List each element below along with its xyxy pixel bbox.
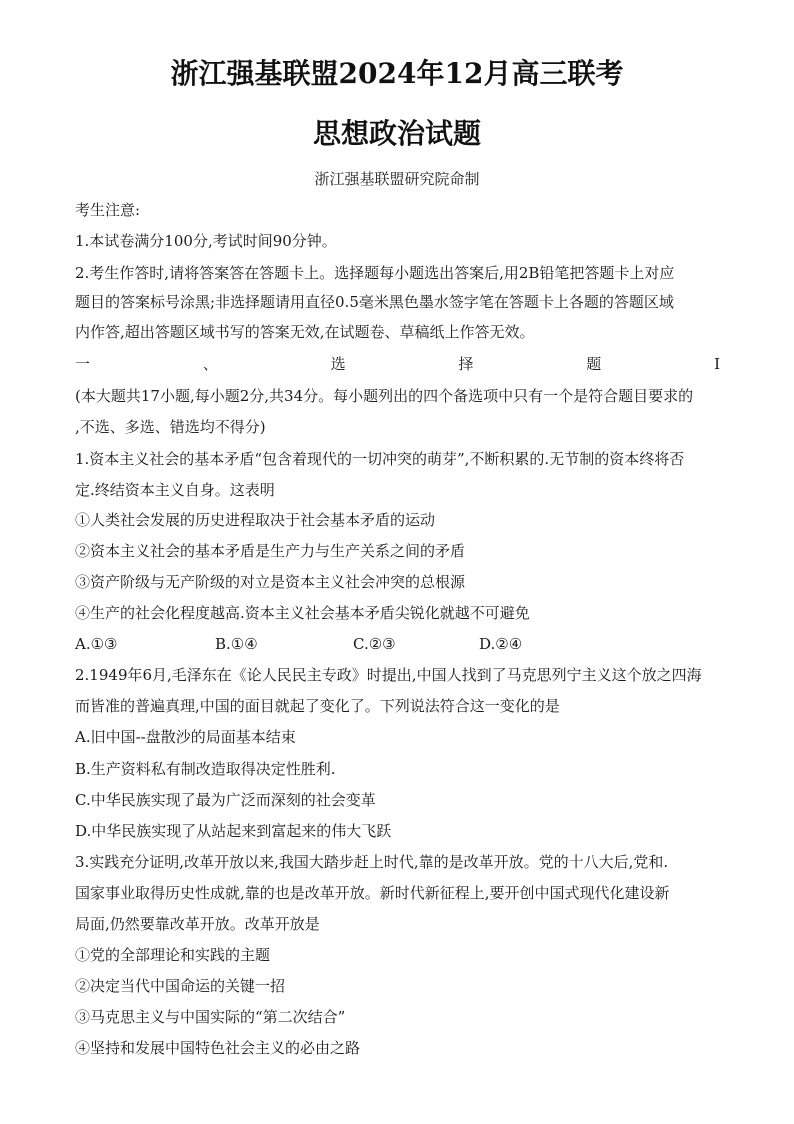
q2-stem-line-1: 2.1949年6月,毛泽东在《论人民民主专政》时提出,中国人找到了马克思列宁主义这个放之四海 — [75, 666, 702, 684]
section-desc-line-1: (本大题共17小题,每小题2分,共34分。每小题列出的四个备选项中只有一个是符合题目要求的 — [75, 387, 694, 405]
section-heading-char: 、 — [202, 355, 218, 373]
q1-option-d: D.②④ — [479, 635, 523, 653]
q2-option-a: A.旧中国--盘散沙的局面基本结束 — [75, 728, 296, 746]
q1-statement-2: ②资本主义社会的基本矛盾是生产力与生产关系之间的矛盾 — [75, 542, 466, 560]
q3-statement-3: ③马克思主义与中国实际的“第二次结合” — [75, 1008, 346, 1026]
q1-statement-4: ④生产的社会化程度越高.资本主义社会基本矛盾尖锐化就越不可避免 — [75, 604, 530, 622]
section-heading — [75, 354, 720, 374]
q2-stem-line-2: 而皆准的普遍真理,中国的面目就起了变化了。下列说法符合这一变化的是 — [75, 697, 560, 715]
q2-option-d: D.中华民族实现了从站起来到富起来的伟大飞跃 — [75, 822, 392, 840]
q1-option-a: A.①③ — [75, 635, 118, 653]
section-heading-char: 一 — [75, 355, 91, 373]
q3-stem-line-2: 国家事业取得历史性成就,靠的也是改革开放。新时代新征程上,要开创中国式现代化建设新 — [75, 884, 670, 902]
q2-option-b: B.生产资料私有制改造取得决定性胜利. — [75, 760, 336, 778]
q2-option-c: C.中华民族实现了最为广泛而深刻的社会变革 — [75, 791, 376, 809]
q3-stem-line-3: 局面,仍然要靠改革开放。改革开放是 — [75, 915, 320, 933]
q1-stem-line-1: 1.资本主义社会的基本矛盾“包含着现代的一切冲突的萌芽”,不断积累的.无节制的资本终将否 — [75, 450, 685, 468]
q3-statement-1: ①党的全部理论和实践的主题 — [75, 946, 271, 964]
notice-heading: 考生注意: — [75, 201, 141, 219]
q1-statement-3: ③资产阶级与无产阶级的对立是资本主义社会冲突的总根源 — [75, 573, 466, 591]
exam-title: 浙江强基联盟2024年12月高三联考 — [170, 57, 624, 90]
notice-item-2-line-3: 内作答,超出答题区域书写的答案无效,在试题卷、草稿纸上作答无效。 — [75, 323, 535, 341]
q3-statement-4: ④坚持和发展中国特色社会主义的必由之路 — [75, 1039, 361, 1057]
notice-item-2-line-2: 题目的答案标号涂黑;非选择题请用直径0.5毫米黑色墨水签字笔在答题卡上各题的答题区域 — [75, 293, 674, 311]
q3-statement-2: ②决定当代中国命运的关键一招 — [75, 977, 286, 995]
q1-option-c: C.②③ — [353, 635, 396, 653]
q1-stem-line-2: 定.终结资本主义自身。这表明 — [75, 481, 275, 499]
section-heading-char: 选 — [330, 355, 346, 373]
subject-title: 思想政治试题 — [312, 117, 481, 150]
section-heading-char: I — [714, 355, 720, 373]
q3-stem-line-1: 3.实践充分证明,改革开放以来,我国大踏步赶上时代,靠的是改革开放。党的十八大后,党和. — [75, 853, 669, 871]
section-heading-char: 择 — [458, 355, 474, 373]
section-desc-line-2: ,不选、多选、错选均不得分) — [75, 418, 266, 436]
q1-option-b: B.①④ — [215, 635, 258, 653]
section-heading-char: 题 — [586, 355, 602, 373]
notice-item-2-line-1: 2.考生作答时,请将答案答在答题卡上。选择题每小题选出答案后,用2B铅笔把答题卡上对应 — [75, 264, 675, 282]
q1-statement-1: ①人类社会发展的历史进程取决于社会基本矛盾的运动 — [75, 511, 436, 529]
notice-item-1: 1.本试卷满分100分,考试时间90分钟。 — [75, 232, 337, 250]
q1-options — [75, 634, 720, 654]
issuer-line: 浙江强基联盟研究院命制 — [314, 170, 480, 188]
